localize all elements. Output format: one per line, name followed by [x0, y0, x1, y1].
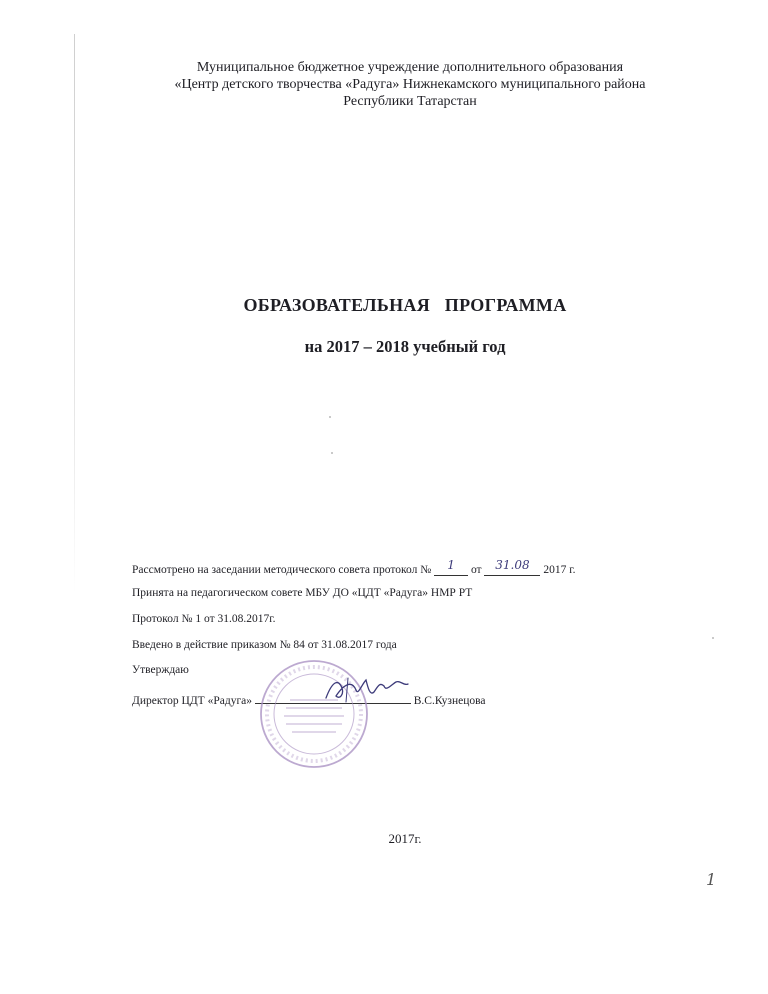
protocol-number-blank — [434, 558, 468, 576]
header-line-2: «Центр детского творчества «Радуга» Нижнекамского муниципального района — [174, 77, 646, 92]
director-label: Директор ЦДТ «Радуга» — [132, 695, 253, 707]
document-title: ОБРАЗОВАТЕЛЬНАЯ ПРОГРАММА — [243, 295, 567, 315]
reviewed-from: от — [470, 564, 482, 576]
adopted-line: Принята на педагогическом совете МБУ ДО «ЦДТ «Радуга» НМР РТ — [132, 587, 473, 599]
handwritten-signature — [322, 674, 412, 704]
date-handwritten: 31.08 — [495, 558, 530, 572]
approve-line: Утверждаю — [132, 664, 189, 676]
institution-header — [130, 59, 690, 110]
document-year: 2017г. — [388, 831, 422, 846]
scan-speck — [329, 416, 331, 418]
director-name: В.С.Кузнецова — [413, 695, 486, 707]
reviewed-line — [132, 558, 576, 576]
date-blank — [484, 558, 540, 576]
header-line-1: Муниципальное бюджетное учреждение дополнительного образования — [196, 60, 624, 75]
protocol-line: Протокол № 1 от 31.08.2017г. — [132, 613, 276, 625]
scan-speck — [331, 452, 333, 454]
document-subtitle: на 2017 – 2018 учебный год — [304, 337, 506, 356]
scan-speck — [712, 637, 714, 639]
reviewed-suffix: 2017 г. — [543, 564, 576, 576]
enacted-line: Введено в действие приказом № 84 от 31.08.2017 года — [132, 639, 397, 651]
page-number: 1 — [706, 870, 717, 889]
reviewed-prefix: Рассмотрено на заседании методического совета протокол № — [132, 564, 432, 576]
protocol-number-handwritten: 1 — [447, 558, 455, 572]
scan-edge-line — [74, 34, 75, 594]
header-line-3: Республики Татарстан — [343, 94, 477, 109]
